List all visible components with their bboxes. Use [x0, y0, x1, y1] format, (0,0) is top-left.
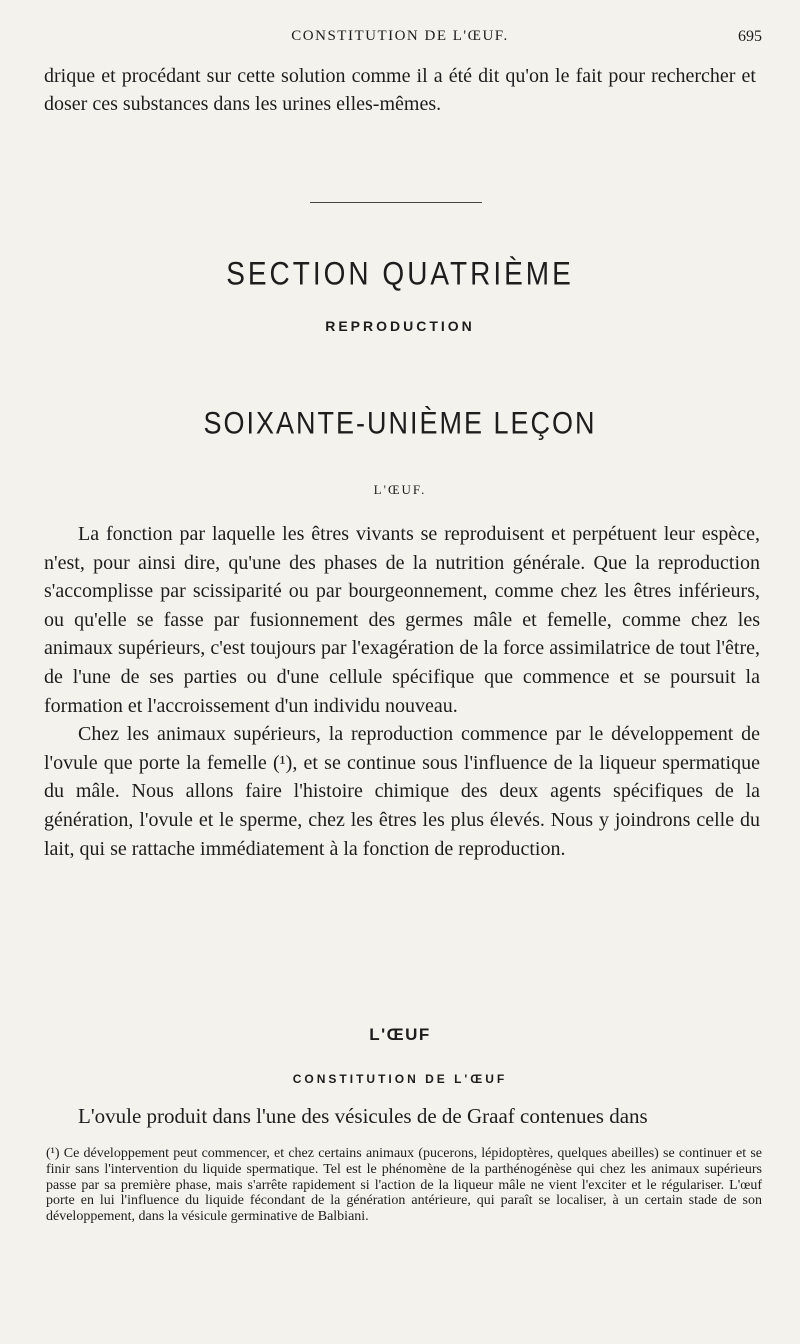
section-heading: SECTION QUATRIÈME [226, 255, 574, 292]
section-subheading: REPRODUCTION [325, 318, 475, 334]
lecon-subheading: L'ŒUF. [373, 482, 427, 497]
subsection-subheading: CONSTITUTION DE L'ŒUF [292, 1072, 508, 1086]
lecon-heading: SOIXANTE-UNIÈME LEÇON [203, 405, 597, 441]
running-title: CONSTITUTION DE L'ŒUF. [291, 28, 509, 44]
paragraph-start: L'ovule produit dans l'une des vésicules de de Graaf contenues dans [78, 1104, 648, 1128]
subsection-heading: L'ŒUF [369, 1025, 431, 1044]
body-text [44, 520, 760, 863]
lead-paragraph: drique et procédant sur cette solution comme il a été dit qu'on le fait pour rechercher et doser ces substances dans les urines elles-mêmes. [44, 65, 756, 115]
footnote: (¹) Ce développement peut commencer, et chez certains animaux (pucerons, lépidoptères, quelques abeilles) se continuer et se finir sans l'intervention du liquide spermatique. Tel est le phénomène de la parthénogénèse qui chez les animaux supérieurs passe par sa première phase, mais s'arrête rapidement si l'action de la liqueur mâle ne vient l'exciter et le régulariser. L'œuf porte en lui l'influence du liquide fécondant de la génération antérieure, qui paraît se localiser, à un certain stade de son développement, dans la vésicule germinative de Balbiani. [46, 1146, 762, 1225]
page-number: 695 [738, 28, 762, 45]
paragraph: Chez les animaux supérieurs, la reproduction commence par le développement de l'ovule que porte la femelle (¹), et se continue sous l'influence de la liqueur spermatique du mâle. Nous allons faire l'histoire chimique des deux agents spécifiques de la génération, l'ovule et le sperme, chez les êtres les plus élevés. Nous y joindrons celle du lait, qui se rattache immédiatement à la fonction de reproduction. [44, 723, 760, 860]
running-head [0, 28, 800, 52]
divider-rule [310, 202, 482, 203]
paragraph: La fonction par laquelle les êtres vivants se reproduisent et perpétuent leur espèce, n'est, pour ainsi dire, qu'une des phases de la nutrition générale. Que la reproduction s'accomplisse par scissiparité ou par bourgeonnement, comme chez les êtres inférieurs, ou qu'elle se fasse par fusionnement des germes mâle et femelle, comme chez les animaux supérieurs, c'est toujours par l'exagération de la force assimilatrice de tout l'être, de l'une de ses parties ou d'une cellule spécifique que commence et se poursuit la formation et l'accroissement d'un individu nouveau. [44, 523, 760, 717]
